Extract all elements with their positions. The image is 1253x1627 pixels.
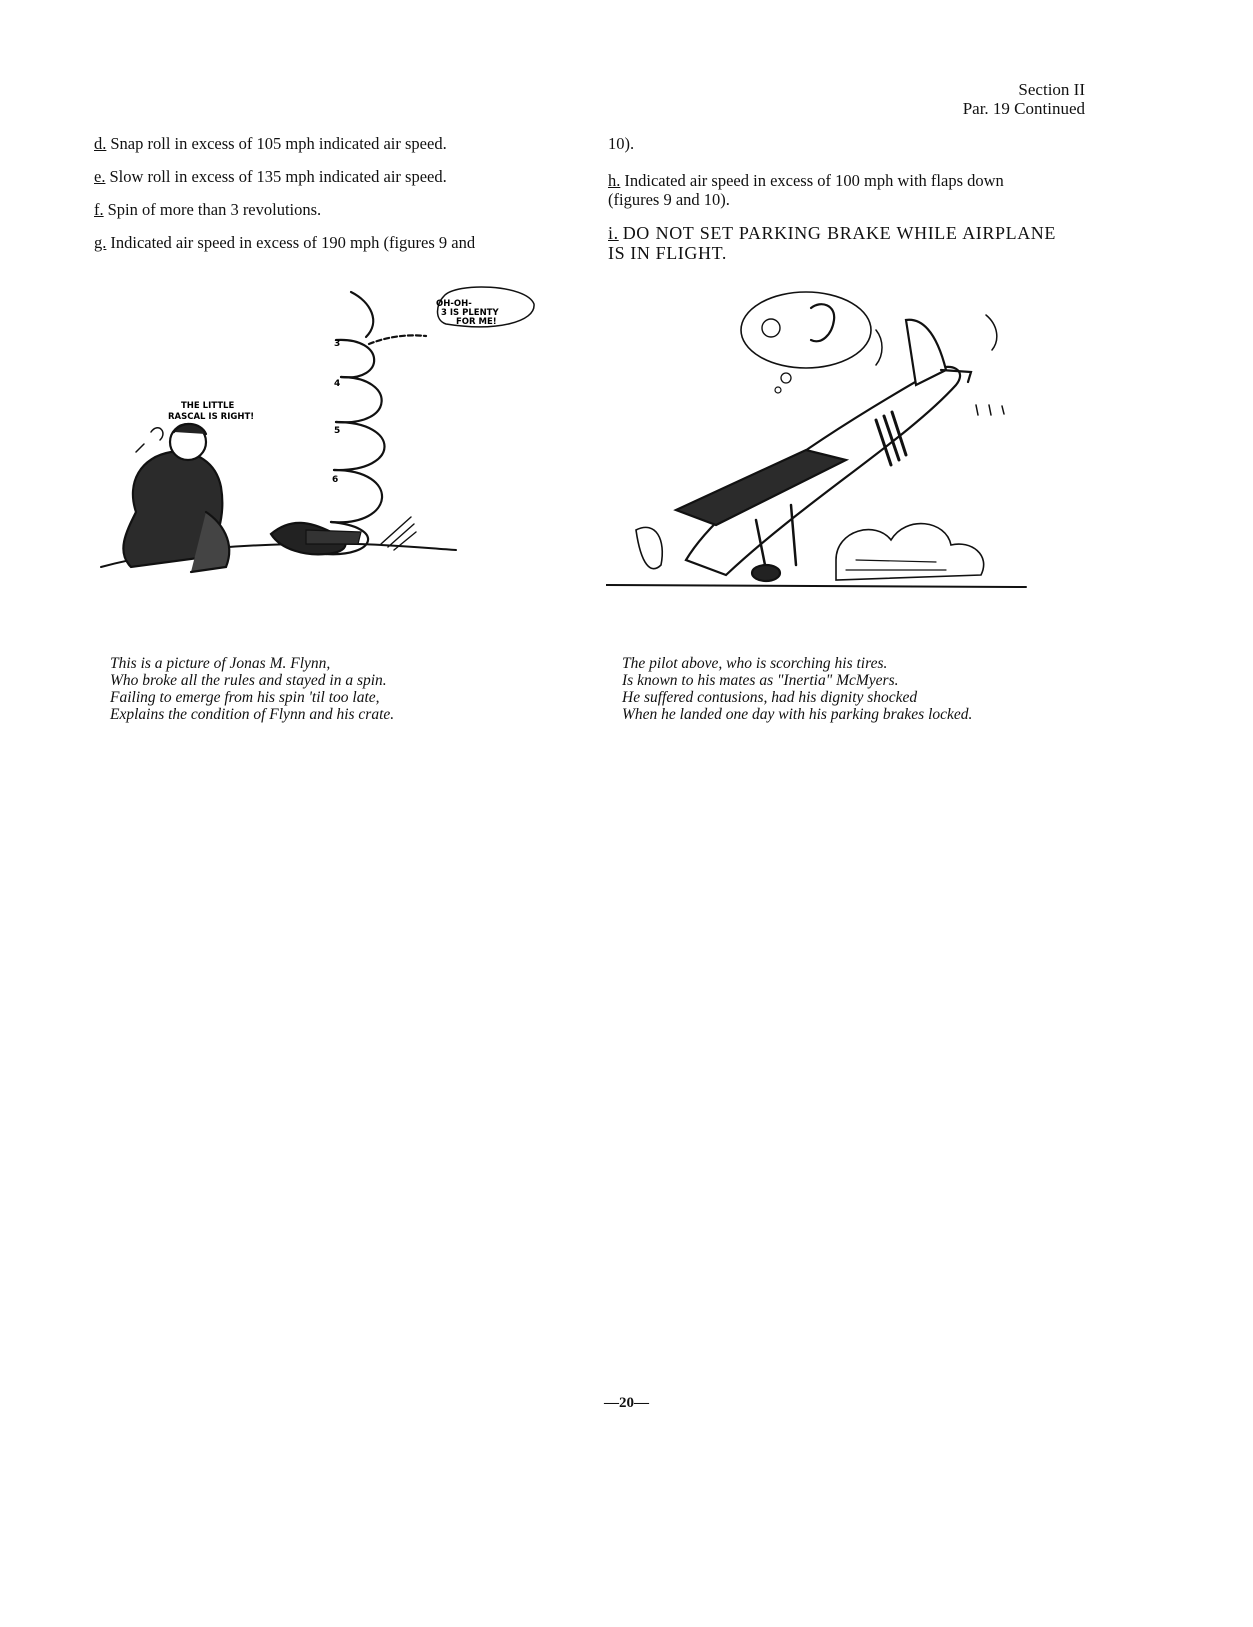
- item-letter: d.: [94, 134, 107, 153]
- verse-line: Is known to his mates as "Inertia" McMyers.: [622, 672, 899, 689]
- dizzy-marks: [136, 428, 163, 452]
- spiral-segment: [331, 470, 382, 522]
- item-text: Indicated air speed in excess of 100 mph with flaps down (figures 9 and 10).: [608, 171, 1004, 209]
- cartoon-parking-brake-crash: [606, 290, 1036, 600]
- spin-label-3: 3: [334, 339, 341, 349]
- section-label: Section II: [1018, 80, 1085, 99]
- paragraph-label: Par. 19 Continued: [962, 99, 1085, 118]
- caption-text-line2: RASCAL IS RIGHT!: [168, 412, 255, 422]
- caption-text-line1: THE LITTLE: [181, 401, 235, 411]
- verse-right: [622, 655, 972, 723]
- page-header: [963, 80, 1085, 118]
- verse-line: Explains the condition of Flynn and his crate.: [110, 706, 395, 723]
- bubble-text-line3: FOR ME!: [456, 317, 497, 327]
- bubble-text-line2: 3 IS PLENTY: [441, 308, 499, 318]
- verse-line: This is a picture of Jonas M. Flynn,: [110, 655, 331, 672]
- item-letter: f.: [94, 200, 104, 219]
- item-letter: i.: [608, 223, 619, 243]
- cartoon-brake-illustration: [606, 290, 1036, 600]
- list-item-d: [94, 134, 546, 153]
- bubble-text-line1: OH-OH-: [436, 299, 472, 309]
- verse-line: Failing to emerge from his spin 'til too late,: [110, 689, 380, 706]
- dust-cloud: [836, 524, 984, 580]
- crashed-wing: [306, 530, 361, 544]
- thought-dot: [775, 387, 781, 393]
- item-letter: g.: [94, 233, 107, 252]
- item-text: Indicated air speed in excess of 190 mph (figures 9 and: [110, 233, 476, 252]
- spin-label-5: 5: [334, 426, 341, 436]
- skid-lines: [846, 560, 946, 570]
- verse-left: [110, 655, 394, 723]
- spiral-segment: [336, 340, 374, 378]
- cartoon-spin-crash: [96, 282, 536, 592]
- item-text: Snap roll in excess of 105 mph indicated air speed.: [110, 134, 447, 153]
- spiral-segment: [334, 422, 385, 470]
- item-text: DO NOT SET PARKING BRAKE WHILE AIRPLANE IS IN FLIGHT.: [608, 223, 1056, 263]
- thought-figure: [811, 304, 834, 341]
- spiral-segment: [351, 292, 373, 337]
- verse-line: The pilot above, who is scorching his tires.: [622, 655, 888, 672]
- list-item-i: [608, 223, 1056, 263]
- spin-label-4: 4: [334, 379, 341, 389]
- thought-bubble: [741, 292, 871, 368]
- thought-dot: [781, 373, 791, 383]
- cartoon-spin-illustration: [96, 282, 536, 592]
- list-item-g: [94, 233, 546, 252]
- list-item-h: [608, 171, 1056, 209]
- motion-marks: [976, 405, 1004, 415]
- item-letter: h.: [608, 171, 621, 190]
- right-column: [608, 134, 1056, 277]
- plane-trail: [369, 335, 426, 344]
- page-number: —20—: [604, 1395, 649, 1411]
- verse-line: Who broke all the rules and stayed in a spin.: [110, 672, 387, 689]
- spiral-segment: [336, 377, 382, 422]
- wheel: [752, 565, 780, 581]
- list-item-e: [94, 167, 546, 186]
- list-item-g-continued: 10).: [608, 134, 635, 153]
- item-text: Slow roll in excess of 135 mph indicated air speed.: [109, 167, 447, 186]
- list-item-f: [94, 200, 546, 219]
- verse-line: When he landed one day with his parking brakes locked.: [622, 706, 973, 723]
- ground-line: [606, 585, 1026, 587]
- left-column: [94, 134, 546, 266]
- item-text: Spin of more than 3 revolutions.: [107, 200, 322, 219]
- item-letter: e.: [94, 167, 106, 186]
- propeller: [636, 527, 662, 568]
- verse-line: He suffered contusions, had his dignity shocked: [622, 689, 918, 706]
- light-bulb-icon: [762, 319, 780, 337]
- spin-label-6: 6: [332, 475, 339, 485]
